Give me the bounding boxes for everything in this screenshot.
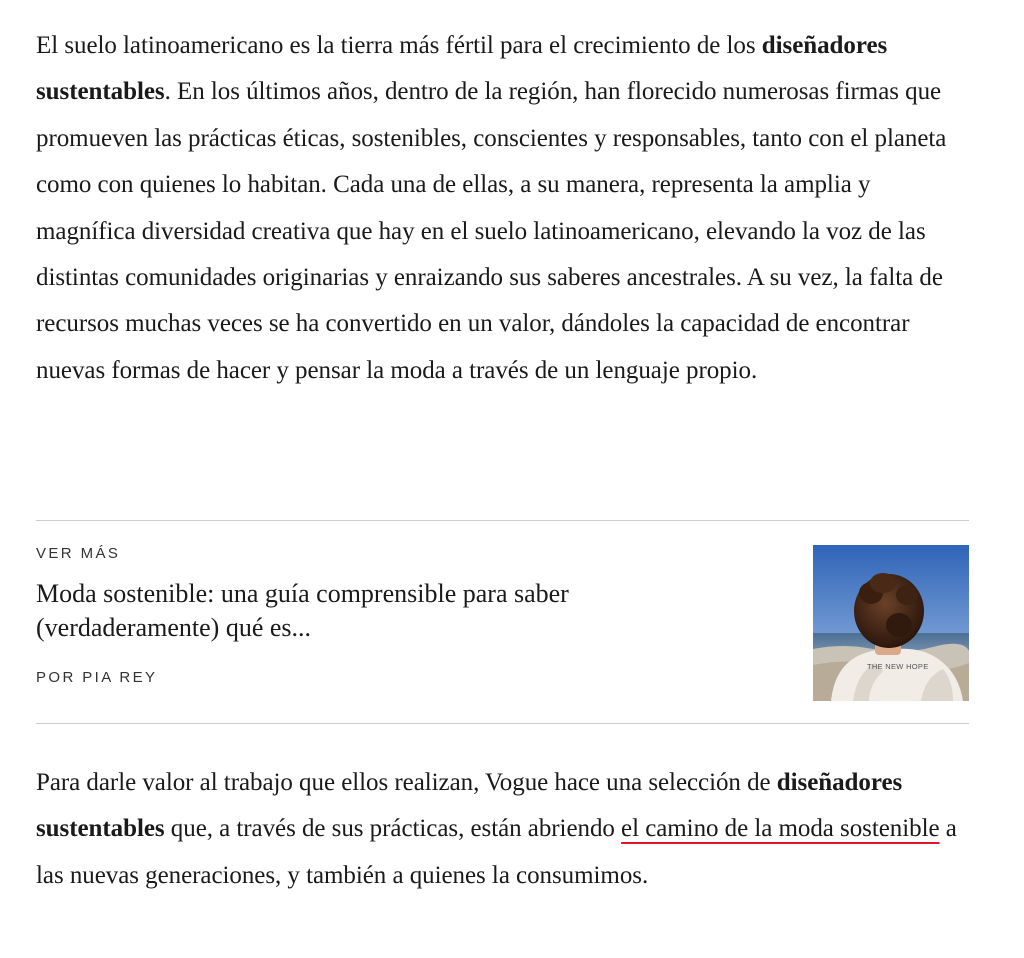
related-article-byline: POR PIA REY: [36, 669, 158, 686]
related-article-title-link[interactable]: Moda sostenible: una guía comprensible para saber (verdaderamente) qué es...: [36, 579, 569, 642]
paragraph-1-text-start: El suelo latinoamericano es la tierra más fértil para el crecimiento de los: [36, 32, 762, 59]
thumbnail-shirt-print: THE NEW HOPE: [867, 662, 929, 671]
article-paragraph-2: [36, 760, 971, 899]
paragraph-2-bold-keyword: diseñadores sustentables: [36, 769, 903, 843]
thumbnail-photo-child-at-beach-icon: [813, 545, 969, 701]
paragraph-2-text-end: a las nuevas generaciones, y también a quienes la consumimos.: [36, 815, 957, 889]
paragraph-2-text-start: Para darle valor al trabajo que ellos realizan, Vogue hace una selección de: [36, 769, 777, 796]
sustainable-fashion-link[interactable]: el camino de la moda sostenible: [621, 815, 940, 843]
related-divider-bottom: [36, 723, 969, 724]
related-eyebrow: VER MÁS: [36, 545, 121, 562]
paragraph-1-bold-keyword: diseñadores sustentables: [36, 32, 888, 106]
related-article-card[interactable]: [36, 521, 969, 723]
related-article-thumbnail[interactable]: [813, 545, 969, 701]
paragraph-2-text-middle: que, a través de sus prácticas, están abriendo: [164, 815, 622, 843]
paragraph-1-text-end: . En los últimos años, dentro de la región, han florecido numerosas firmas que promueven las prácticas éticas, sostenibles, conscientes y responsables, tanto con el planeta como con quienes lo habitan. Cada una de ellas, a su manera, representa la amplia y magnífica diversidad creativa que hay en el suelo latinoamericano, elevando la voz de las distintas comunidades originarias y enraizando sus saberes ancestrales. A su vez, la falta de recursos muchas veces se ha convertido en un valor, dándoles la capacidad de encontrar nuevas formas de hacer y pensar la moda a través de un lenguaje propio.: [36, 78, 947, 384]
article-paragraph-1: [36, 23, 971, 394]
